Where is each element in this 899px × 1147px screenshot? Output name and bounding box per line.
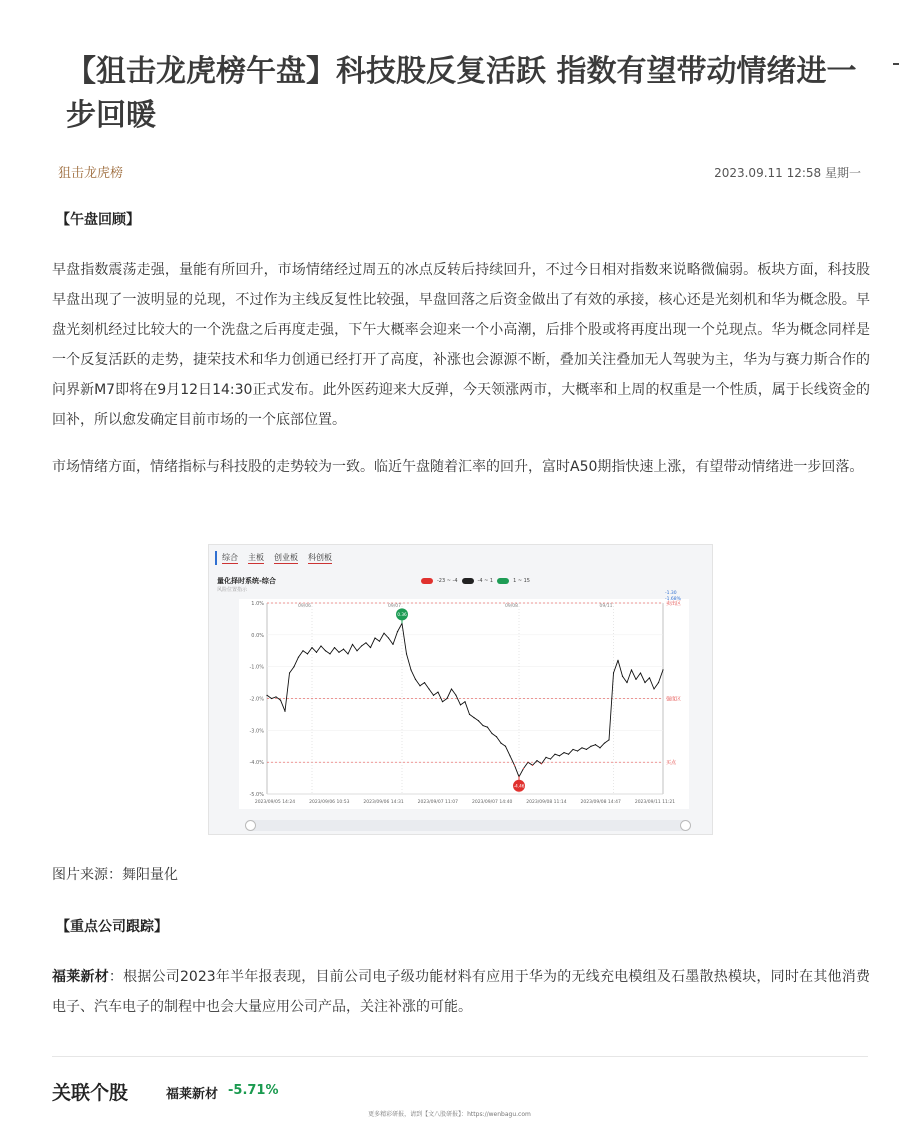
chart-data-point — [496, 736, 497, 737]
chart-data-point — [320, 645, 321, 646]
chart-subtitle: 风险位置指示 — [217, 587, 248, 593]
chart-data-point — [649, 677, 650, 678]
image-caption: 图片来源：舞阳量化 — [52, 867, 178, 883]
chart-legend — [421, 578, 530, 584]
chart-x-tick-label: 2023/09/05 14:24 — [254, 800, 296, 805]
chart-data-point — [356, 650, 357, 651]
chart-data-point — [541, 763, 542, 764]
article-title: 【狙击龙虎榜午盘】科技股反复活跃 指数有望带动情绪进一步回暖 — [66, 54, 857, 133]
chart-data-point — [316, 652, 317, 653]
chart-data-point — [415, 679, 416, 680]
chart-marker-label: 0.36 — [397, 611, 407, 617]
chart-x-tick-label: 2023/09/08 11:14 — [526, 800, 567, 805]
range-handle-left[interactable] — [245, 820, 256, 831]
chart-data-point — [334, 647, 335, 648]
chart-y-tick-label: 1.0% — [251, 601, 264, 607]
chart-data-point — [266, 695, 267, 696]
legend-swatch-red — [421, 578, 433, 584]
chart-data-point — [392, 644, 393, 645]
chart-x-tick-label: 2023/09/06 10:53 — [309, 800, 350, 805]
chart-data-point — [568, 754, 569, 755]
chart-data-point — [365, 642, 366, 643]
chart-data-point — [442, 701, 443, 702]
chart-data-point — [460, 704, 461, 705]
chart-data-point — [590, 746, 591, 747]
review-paragraph-2: 市场情绪方面，情绪指标与科技股的走势较为一致。临近午盘随着汇率的回升，富时A50期指快速上涨，有望带动情绪进一步回落。 — [52, 459, 864, 475]
chart-data-point — [572, 749, 573, 750]
chart-data-point — [613, 672, 614, 673]
chart-day-label: 09/11 — [599, 604, 613, 609]
chart-zone-label: 强度区 — [666, 696, 682, 703]
chart-x-tick-label: 2023/09/11 11:21 — [634, 800, 676, 805]
chart-data-point — [599, 747, 600, 748]
focus-heading: 【重点公司跟踪】 — [56, 919, 168, 935]
chart-tabs — [215, 551, 342, 565]
focus-company-text: ：根据公司2023年半年报表现，目前公司电子级功能材料有应用于华为的无线充电模组及石墨散热模块，同时在其他消费电子、汽车电子的制程中也会大量应用公司产品，关注补涨的可能。 — [52, 969, 870, 1015]
chart-zone-label: 买点 — [666, 760, 677, 767]
chart-data-point — [428, 688, 429, 689]
chart-day-label: 09/08 — [505, 604, 518, 609]
chart-tab-indicator — [215, 551, 217, 565]
related-stock-name[interactable]: 福莱新材 — [166, 1087, 219, 1102]
chart-data-point — [514, 765, 515, 766]
chart-data-point — [559, 755, 560, 756]
range-handle-right[interactable] — [680, 820, 691, 831]
focus-paragraph — [52, 962, 870, 1022]
chart-data-point — [604, 742, 605, 743]
chart-data-point — [554, 754, 555, 755]
chart-day-label: 09/07 — [388, 604, 401, 609]
publish-date: 2023.09.11 12:58 星期一 — [714, 166, 861, 180]
focus-company-name: 福莱新材 — [52, 969, 109, 985]
chart-data-point — [536, 760, 537, 761]
chart-data-point — [635, 679, 636, 680]
chart-data-point — [424, 682, 425, 683]
chart-data-point — [275, 696, 276, 697]
chart-data-point — [595, 744, 596, 745]
chart-y-tick-label: -2.0% — [249, 696, 264, 703]
chart-marker-label: -4.46 — [513, 783, 525, 789]
chart-data-point — [406, 653, 407, 654]
chart-tab-composite[interactable]: 综合 — [222, 553, 238, 562]
chart-data-point — [410, 669, 411, 670]
chart-current-value: -1.68% — [665, 597, 681, 602]
legend-label-green: 1 ~ 15 — [513, 578, 530, 584]
chart-data-point — [361, 645, 362, 646]
chart-data-point — [338, 652, 339, 653]
chart-data-point — [509, 755, 510, 756]
chart-y-tick-label: -4.0% — [249, 760, 264, 767]
chart-data-point — [491, 733, 492, 734]
chart-y-tick-label: -5.0% — [249, 792, 264, 798]
chart-data-point — [532, 765, 533, 766]
legend-label-red: -23 ~ -4 — [437, 578, 458, 584]
chart-data-point — [500, 742, 501, 743]
chart-data-point — [302, 650, 303, 651]
chart-data-point — [626, 682, 627, 683]
chart-data-point — [653, 688, 654, 689]
chart-data-point — [289, 672, 290, 673]
chart-data-point — [388, 637, 389, 638]
chart-data-point — [325, 650, 326, 651]
title-divider-mark — [893, 63, 899, 65]
chart-data-point — [631, 669, 632, 670]
chart-range-scrollbar[interactable] — [245, 820, 691, 831]
chart-data-point — [374, 637, 375, 638]
chart-data-point — [640, 672, 641, 673]
review-heading: 【午盘回顾】 — [56, 212, 140, 228]
timing-chart-image — [208, 544, 713, 835]
chart-tab-star-market[interactable]: 科创板 — [308, 553, 332, 562]
chart-data-point — [662, 669, 663, 670]
chart-data-point — [280, 699, 281, 700]
chart-data-point — [397, 631, 398, 632]
chart-data-point — [478, 720, 479, 721]
page-footer: 更多精彩研报，请到【文八股研报】：https://wenbagu.com — [368, 1111, 531, 1118]
chart-data-point — [487, 727, 488, 728]
chart-data-point — [473, 717, 474, 718]
divider — [52, 1056, 868, 1057]
chart-data-point — [608, 739, 609, 740]
chart-data-point — [293, 666, 294, 667]
chart-data-point — [464, 701, 465, 702]
related-stock-change: -5.71% — [228, 1083, 279, 1098]
chart-x-tick-label: 2023/09/06 14:31 — [363, 800, 404, 805]
chart-data-point — [545, 757, 546, 758]
chart-data-point — [505, 746, 506, 747]
chart-data-point — [433, 695, 434, 696]
chart-data-point — [622, 676, 623, 677]
legend-swatch-black — [462, 578, 474, 584]
author-link[interactable]: 狙击龙虎榜 — [58, 166, 124, 181]
chart-data-point — [469, 714, 470, 715]
chart-data-point — [523, 768, 524, 769]
chart-plot-area — [239, 591, 689, 809]
chart-title: 量化择时系统-综合 — [217, 577, 276, 585]
legend-swatch-green — [497, 578, 509, 584]
chart-data-point — [527, 762, 528, 763]
review-paragraph-1: 早盘指数震荡走强，量能有所回升，市场情绪经过周五的冰点反转后持续回升，不过今日相对指数来说略微偏弱。板块方面，科技股早盘出现了一波明显的兑现，不过作为主线反复性比较强，早盘回落之后资金做出了有效的承接，核心还是光刻机和华为概念股。早盘光刻机经过比较大的一个洗盘之后再度走强，下午大概率会迎来一个小高潮，后排个股或将再度出现一个兑现点。华为概念同样是一个反复活跃的走势，捷荣技术和华力创通已经打开了高度，补涨也会源源不断，叠加关注叠加无人驾驶为主，华为与赛力斯合作的问界新M7即将在9月12日14:30正式发布。此外医药迎来大反弹，今天领涨两市，大概率和上周的权重是一个性质，属于长线资金的回补，所以愈发确定目前市场的一个底部位置。 — [52, 262, 870, 428]
legend-label-black: -4 ~ 1 — [477, 578, 494, 584]
chart-series-line — [267, 623, 663, 776]
chart-y-tick-label: -3.0% — [249, 728, 264, 735]
chart-data-point — [307, 653, 308, 654]
chart-data-point — [550, 758, 551, 759]
chart-data-point — [563, 752, 564, 753]
chart-data-point — [581, 747, 582, 748]
chart-data-point — [451, 688, 452, 689]
chart-tab-main-board[interactable]: 主板 — [248, 553, 264, 562]
chart-data-point — [446, 698, 447, 699]
chart-data-point — [343, 649, 344, 650]
chart-x-tick-label: 2023/09/07 11:07 — [417, 800, 459, 805]
chart-data-point — [455, 695, 456, 696]
chart-data-point — [271, 698, 272, 699]
chart-data-point — [347, 653, 348, 654]
chart-data-point — [482, 725, 483, 726]
chart-data-point — [311, 647, 312, 648]
chart-data-point — [383, 633, 384, 634]
chart-data-point — [284, 711, 285, 712]
chart-zone-label: 卖出区 — [666, 601, 682, 607]
chart-y-tick-label: -1.0% — [249, 664, 264, 671]
chart-data-point — [644, 682, 645, 683]
chart-day-label: 09/06 — [298, 604, 311, 609]
chart-data-point — [437, 692, 438, 693]
chart-data-point — [329, 653, 330, 654]
chart-data-point — [617, 660, 618, 661]
chart-data-point — [577, 750, 578, 751]
chart-data-point — [379, 641, 380, 642]
related-stocks-heading: 关联个股 — [52, 1082, 129, 1104]
chart-y-tick-label: 0.0% — [251, 632, 264, 639]
chart-tab-chinext[interactable]: 创业板 — [274, 553, 298, 562]
chart-data-point — [370, 647, 371, 648]
chart-data-point — [352, 644, 353, 645]
chart-data-point — [658, 682, 659, 683]
chart-current-value: -1.30 — [665, 591, 677, 596]
chart-data-point — [586, 749, 587, 750]
chart-data-point — [419, 685, 420, 686]
chart-x-tick-label: 2023/09/08 14:47 — [580, 800, 621, 805]
chart-x-tick-label: 2023/09/07 14:40 — [471, 800, 513, 805]
chart-data-point — [298, 657, 299, 658]
